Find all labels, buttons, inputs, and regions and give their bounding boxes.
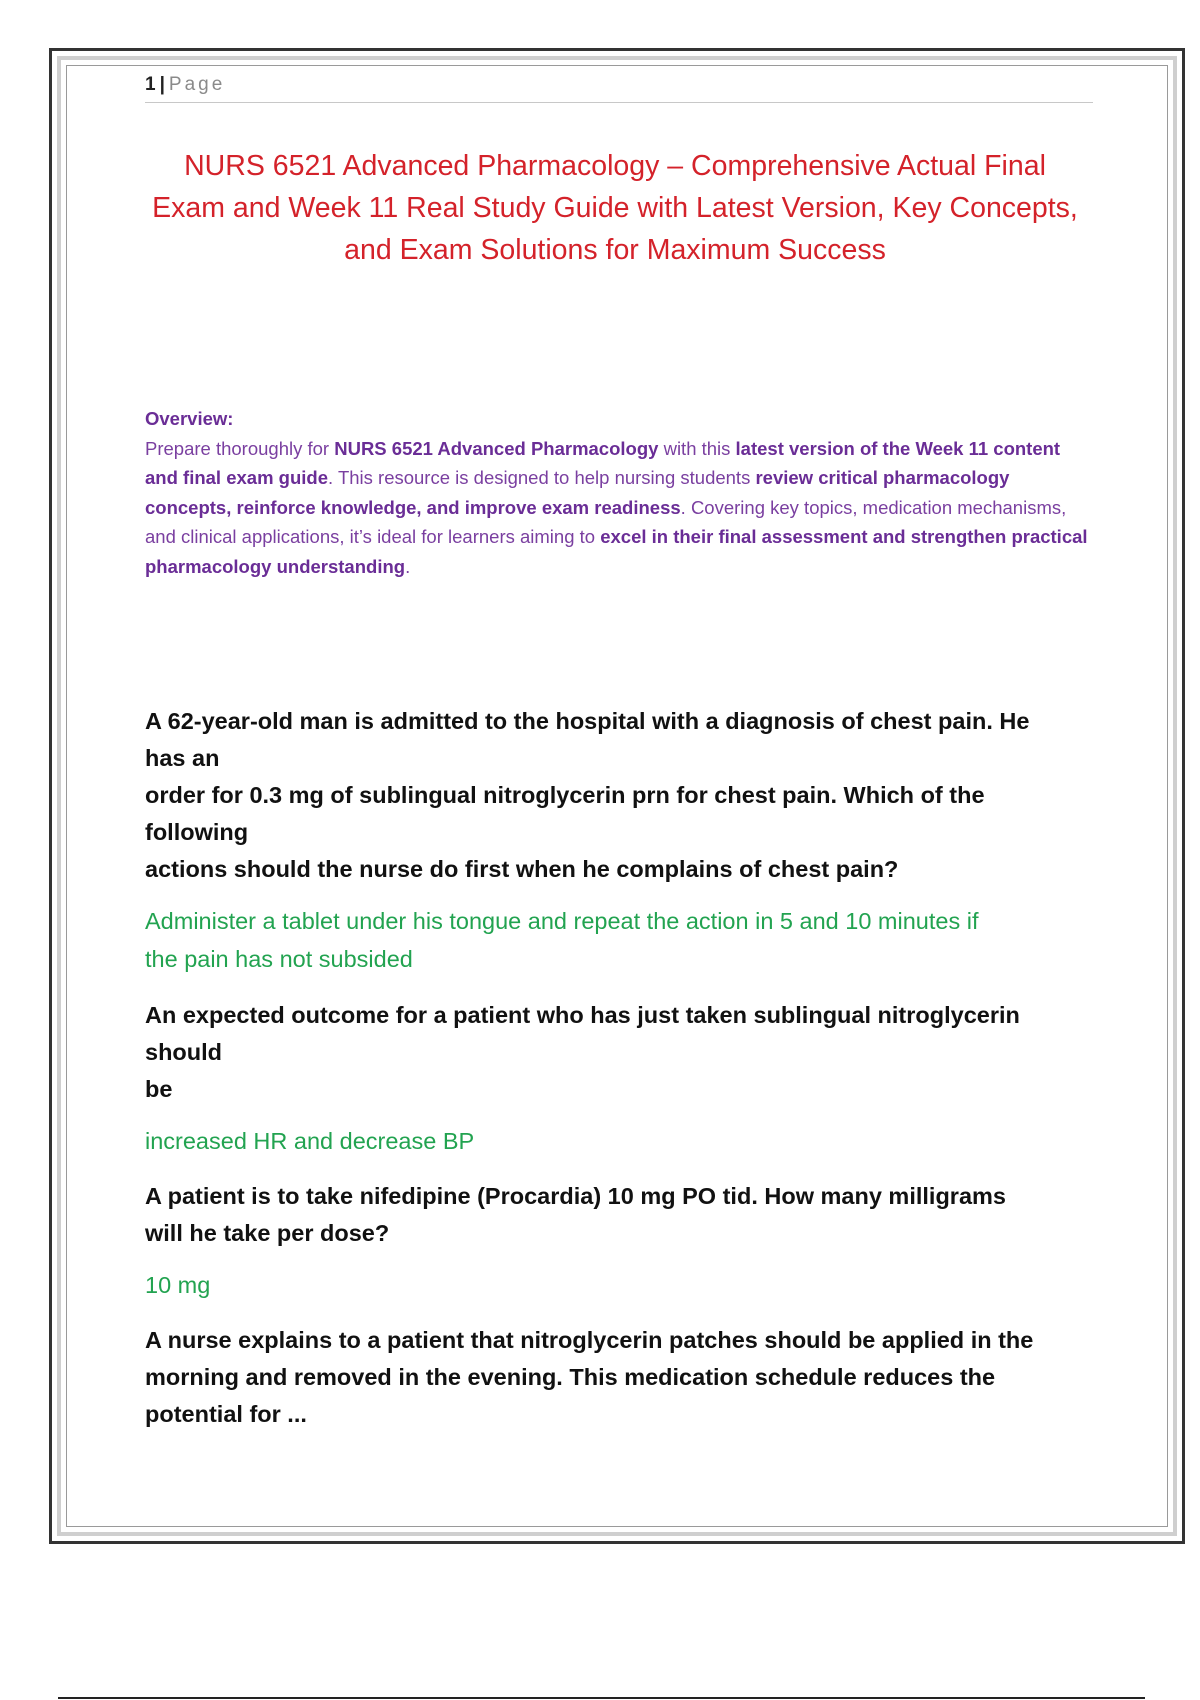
title-line-3: and Exam Solutions for Maximum Success [344, 234, 886, 266]
qa-item-4 [145, 1322, 1095, 1433]
question-line: A patient is to take nifedipine (Procardia) 10 mg PO tid. How many milligrams [145, 1183, 1006, 1209]
page-separator: | [159, 74, 165, 95]
answer-3 [145, 1266, 1095, 1304]
question-line: A nurse explains to a patient that nitroglycerin patches should be applied in the [145, 1327, 1034, 1353]
overview-bold-1: NURS 6521 Advanced Pharmacology [334, 437, 659, 459]
question-line: An expected outcome for a patient who has just taken sublingual nitroglycerin [145, 1002, 1020, 1028]
question-line: potential for ... [145, 1401, 307, 1427]
question-4 [145, 1322, 1095, 1433]
overview-bold-2: latest version of the Week 11 content and final exam guide [145, 437, 1061, 488]
answer-line: 10 mg [145, 1272, 211, 1298]
title-line-1: NURS 6521 Advanced Pharmacology – Comprehensive Actual Final [184, 150, 1046, 182]
question-line: A 62-year-old man is admitted to the hospital with a diagnosis of chest pain. He [145, 708, 1030, 734]
question-1 [145, 703, 1095, 888]
question-line: morning and removed in the evening. This medication schedule reduces the [145, 1364, 996, 1390]
question-line: should [145, 1039, 223, 1065]
answer-line: increased HR and decrease BP [145, 1128, 475, 1154]
answer-line: Administer a tablet under his tongue and repeat the action in 5 and 10 minutes if [145, 908, 979, 934]
overview-text-3: . This resource is designed to help nursing students [328, 467, 756, 488]
answer-line: the pain has not subsided [145, 946, 413, 972]
overview-text-1: Prepare thoroughly for [145, 437, 335, 459]
overview-bold-3: review critical pharmacology concepts, reinforce knowledge, and improve exam readiness [145, 467, 1010, 518]
page-number: 1 [145, 74, 156, 95]
question-line: order for 0.3 mg of sublingual nitroglycerin prn for chest pain. Which of the [145, 782, 985, 808]
question-3 [145, 1178, 1095, 1252]
question-2 [145, 997, 1095, 1108]
overview-text-5: . [405, 555, 411, 577]
footer-rule [58, 1697, 1145, 1699]
title-line-2: Exam and Week 11 Real Study Guide with Latest Version, Key Concepts, [152, 192, 1078, 224]
overview-label: Overview: [145, 408, 234, 429]
overview-section [145, 404, 1095, 581]
overview-bold-4: excel in their final assessment and strengthen practical pharmacology understanding [145, 526, 1088, 577]
question-line: actions should the nurse do first when he complains of chest pain? [145, 856, 899, 882]
page-header [145, 72, 1093, 103]
answer-1 [145, 902, 1095, 978]
qa-item-3 [145, 1178, 1095, 1304]
qa-item-1 [145, 703, 1095, 978]
document-title [130, 145, 1100, 271]
question-line: has an [145, 745, 220, 771]
overview-text-2: with this [658, 437, 736, 459]
question-line: be [145, 1076, 173, 1102]
answer-2 [145, 1122, 1095, 1160]
question-line: following [145, 819, 249, 845]
page-label: Page [168, 74, 226, 95]
question-line: will he take per dose? [145, 1220, 390, 1246]
overview-text-4: . Covering key topics, medication mechanisms, and clinical applications, it’s ideal for learners aiming to [145, 496, 1067, 547]
qa-item-2 [145, 997, 1095, 1160]
